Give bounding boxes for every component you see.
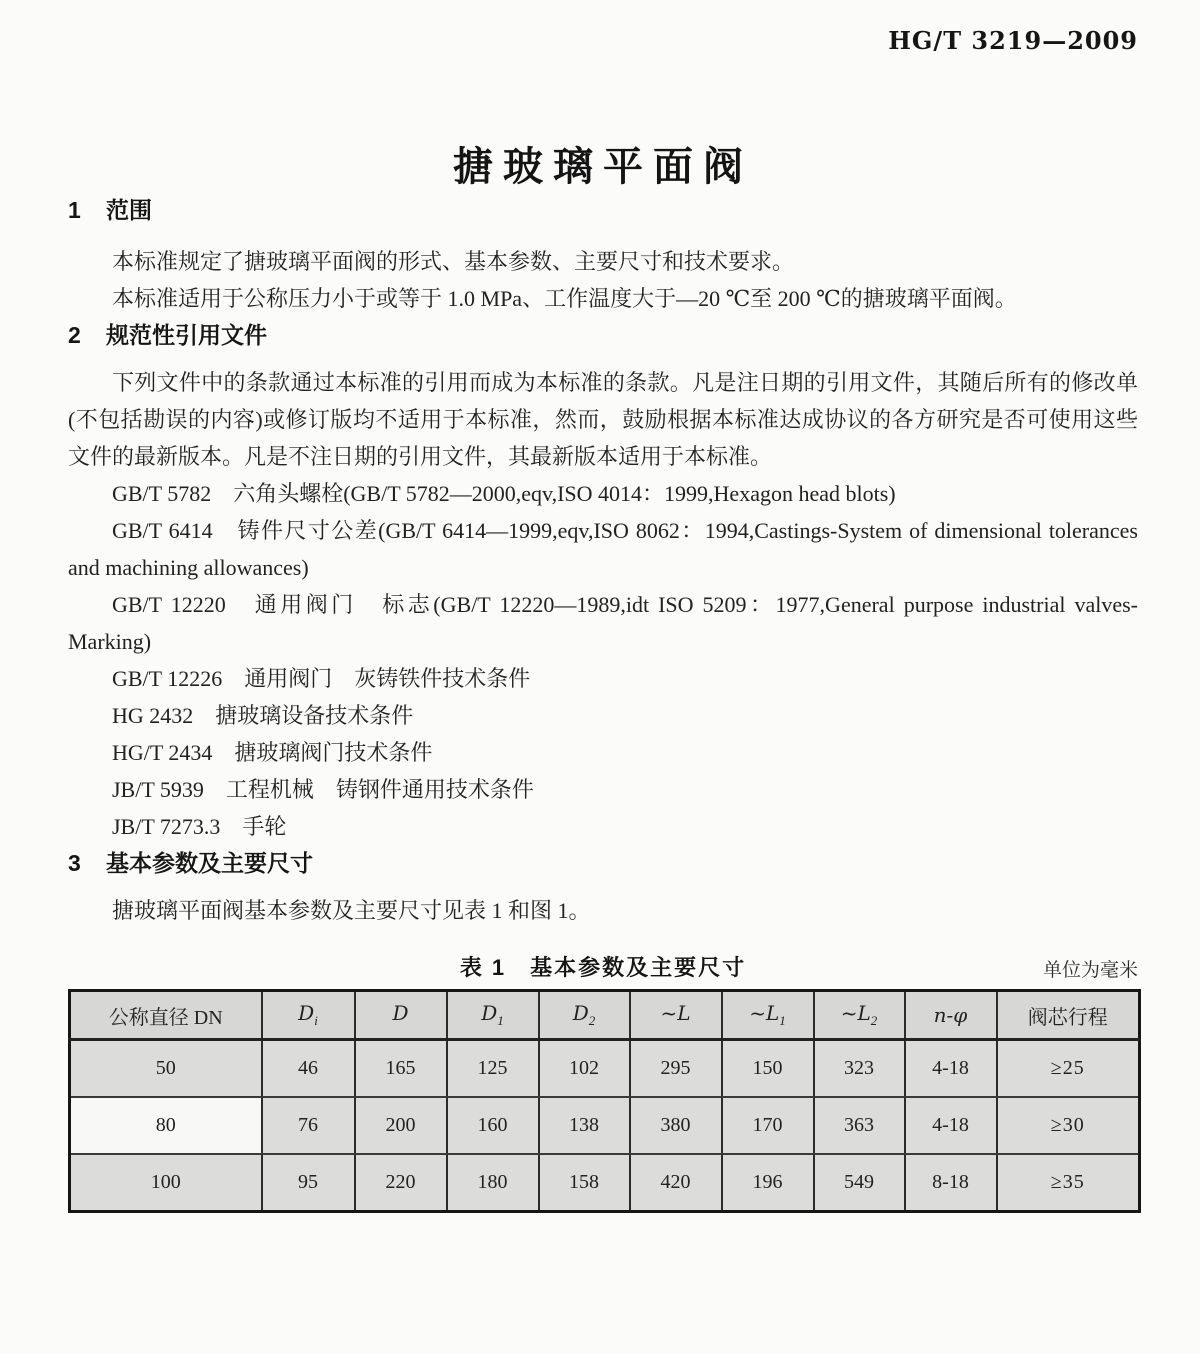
table-cell: 46 (262, 1040, 355, 1098)
table-cell: 200 (355, 1097, 447, 1154)
reference-item: GB/T 6414 铸件尺寸公差(GB/T 6414—1999,eqv,ISO 8062：1994,Castings-System of dimensional tolerances and machining allowances) (68, 518, 1138, 580)
table-cell: 380 (630, 1097, 722, 1154)
table-header-cell: 公称直径 DN (70, 991, 262, 1040)
reference-item: HG 2432 搪玻璃设备技术条件 (112, 703, 414, 728)
table-cell: 95 (262, 1154, 355, 1212)
table-cell: 196 (722, 1154, 814, 1212)
reference-item: GB/T 12226 通用阀门 灰铸铁件技术条件 (112, 666, 531, 691)
basic-parameters-intro: 搪玻璃平面阀基本参数及主要尺寸见表 1 和图 1。 (112, 898, 591, 923)
table-header-cell: $\sim L_2$ (814, 991, 905, 1040)
table-caption-row (68, 951, 1138, 983)
table-row (70, 1040, 1140, 1098)
table-cell: 4-18 (905, 1097, 997, 1154)
table-cell: 102 (539, 1040, 630, 1098)
section-title: 范围 (106, 197, 152, 223)
table-cell: 323 (814, 1040, 905, 1098)
table-cell: 158 (539, 1154, 630, 1212)
table-header-cell: ~L (630, 991, 722, 1040)
section-number: 2 (68, 322, 81, 348)
section-heading-scope (68, 192, 1138, 225)
reference-item: JB/T 5939 工程机械 铸钢件通用技术条件 (112, 777, 534, 802)
section-number: 1 (68, 197, 81, 223)
table-unit-note: 单位为毫米 (1042, 960, 1138, 981)
table-cell: 8-18 (905, 1154, 997, 1212)
table-header-cell: $\sim L_1$ (722, 991, 814, 1040)
standard-number: HG/T 3219—2009 (888, 26, 1138, 55)
table-cell: 150 (722, 1040, 814, 1098)
table-header-cell: $D_2$ (539, 991, 630, 1040)
table-cell: 220 (355, 1154, 447, 1212)
table-cell: 76 (262, 1097, 355, 1154)
table-cell: 180 (447, 1154, 539, 1212)
scope-paragraph-1: 本标准规定了搪玻璃平面阀的形式、基本参数、主要尺寸和技术要求。 (112, 249, 795, 274)
table-cell: ≥30 (997, 1097, 1140, 1154)
scope-paragraph-2: 本标准适用于公称压力小于或等于 1.0 MPa、工作温度大于—20 ℃至 200 ℃的搪玻璃平面阀。 (112, 286, 1017, 311)
table-cell: 363 (814, 1097, 905, 1154)
basic-parameters-table (68, 989, 1141, 1213)
reference-item: GB/T 5782 六角头螺栓(GB/T 5782—2000,eqv,ISO 4014：1999,Hexagon head blots) (112, 481, 896, 506)
table-row (70, 1154, 1140, 1212)
section-heading-normative-references (68, 317, 1138, 350)
table-header-cell: D (355, 991, 447, 1040)
table-header-cell: $D_1$ (447, 991, 539, 1040)
table-cell: 165 (355, 1040, 447, 1098)
table-row (70, 1097, 1140, 1154)
table-caption: 表 1 基本参数及主要尺寸 (459, 955, 747, 980)
table-cell: 420 (630, 1154, 722, 1212)
reference-item: GB/T 12220 通用阀门 标志(GB/T 12220—1989,idt ISO 5209：1977,General purpose industrial valves-Marking) (68, 592, 1138, 654)
table-header-cell: n-φ (905, 991, 997, 1040)
table-cell: 50 (70, 1040, 262, 1098)
reference-item: HG/T 2434 搪玻璃阀门技术条件 (112, 740, 433, 765)
table-cell: 160 (447, 1097, 539, 1154)
table-cell: 138 (539, 1097, 630, 1154)
document-title: 搪玻璃平面阀 (453, 145, 753, 189)
table-cell: 4-18 (905, 1040, 997, 1098)
table-cell: 80 (70, 1097, 262, 1154)
normative-references-intro: 下列文件中的条款通过本标准的引用而成为本标准的条款。凡是注日期的引用文件，其随后所有的修改单(不包括勘误的内容)或修订版均不适用于本标准，然而，鼓励根据本标准达成协议的各方研究是否可使用这些文件的最新版本。凡是不注日期的引用文件，其最新版本适用于本标准。 (68, 370, 1138, 469)
table-cell: 295 (630, 1040, 722, 1098)
section-number: 3 (68, 850, 81, 876)
table-cell: 170 (722, 1097, 814, 1154)
section-title: 基本参数及主要尺寸 (106, 850, 313, 876)
table-header-cell: $D_i$ (262, 991, 355, 1040)
section-heading-basic-parameters (68, 845, 1138, 878)
table-cell: 125 (447, 1040, 539, 1098)
section-title: 规范性引用文件 (106, 322, 267, 348)
table-header-cell: 阀芯行程 (997, 991, 1140, 1040)
table-cell: ≥35 (997, 1154, 1140, 1212)
table-cell: ≥25 (997, 1040, 1140, 1098)
table-header-row (70, 991, 1140, 1040)
reference-item: JB/T 7273.3 手轮 (112, 814, 287, 839)
table-cell: 100 (70, 1154, 262, 1212)
table-cell: 549 (814, 1154, 905, 1212)
